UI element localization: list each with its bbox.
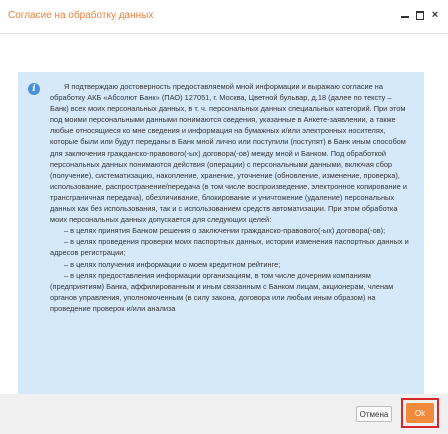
dialog-content[interactable]: [0, 34, 448, 394]
cancel-button[interactable]: Отмена: [356, 406, 392, 422]
info-icon: i: [28, 83, 40, 95]
consent-bullet: – в целях проведения проверки моих паспортных данных, истории изменения паспортных данных и адресов регистрации;: [50, 237, 409, 258]
dialog-titlebar: [0, 0, 448, 34]
dialog-title: Согласие на обработку данных: [8, 10, 154, 21]
ok-button[interactable]: Ok: [406, 403, 434, 423]
minimize-icon[interactable]: [400, 10, 410, 20]
consent-info-box: [18, 72, 424, 394]
dialog-footer: [0, 394, 448, 434]
consent-text: [50, 81, 412, 314]
consent-bullet: – в целях принятия Банком решения о заключении гражданско-правового(-ых) договора(-ов);: [64, 226, 386, 236]
consent-paragraph: Я подтверждаю достоверность предоставляемой мной информации и выражаю согласие на обработку АКБ «Абсолют Банк» (ПАО) 127051, г. Москва, Цветной бульвар, д.18 (далее по тексту – Банк) всех моих персональных данных, в т. ч. персональных данных специальных категорий. При этом под моими персональными данными понимаются сведения, указанные в Анкете-заявлении, а также любые относящиеся ко мне сведения и информация на бумажных и/или электронных носителях, которые были или будут переданы в Банк мной лично или поступили (поступят) в Банк иным способом для заключения гражданско-правового(-ых) договора(-ов) между мной и Банком. Под обработкой персональных данных понимаются действия (операции) с персональными данными, включая сбор (получение), систематизацию, накопление, хранение, уточнение (обновление, изменение, проверка), использование, распространение/передача (в том числе воспроизведение, электронное копирование и трансграничная передача), обезличивание, блокирование и уничтожение (удаление) персональных данных как без использования, так и с использованием средств автоматизации. При этом обработка моих персональных данных допускается для следующих целей:: [50, 82, 407, 225]
consent-bullet: – в целях предоставления информации организациям, в том числе дочерним компаниям (предприятиям) Банка, аффилированным и иным связанным с Банком лицам, акционерам, членам органов управления, уполномоченным (в силу закона, договора или любым иным образом) на проведение проверок и/или анализа: [50, 270, 394, 313]
maximize-icon[interactable]: [415, 10, 425, 20]
close-icon[interactable]: ×: [431, 9, 439, 21]
window-controls: [400, 8, 440, 22]
consent-bullet: – в целях получения информации о моем кредитном рейтинге;: [64, 259, 281, 269]
